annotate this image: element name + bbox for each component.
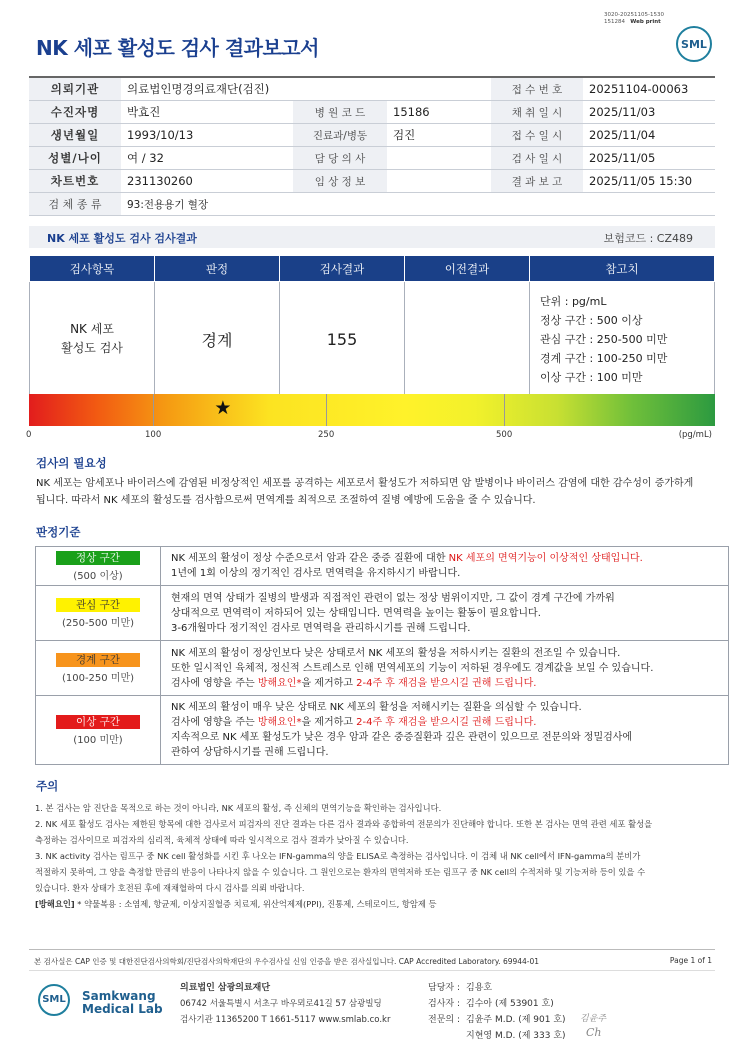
- result-header-row: [30, 256, 715, 282]
- normal-range-description: NK 세포의 활성이 정상 수준으로서 암과 같은 중증 질환에 대한 NK 세포의 면역기능이 이상적인 상태입니다. 1년에 1회 이상의 정기적인 검사로 면역력을 유지하시기 바랍니다.: [161, 547, 729, 586]
- label-clinical: 임 상 정 보: [293, 170, 387, 193]
- result-section-header: [29, 226, 715, 248]
- scale-tick-100: [153, 394, 154, 426]
- axis-label-0: 0: [26, 430, 32, 440]
- info-row: [29, 147, 715, 170]
- criteria-row-normal: [36, 547, 729, 586]
- label-collect-date: 채 취 일 시: [491, 101, 583, 124]
- criteria-row-borderline: [36, 641, 729, 696]
- value-birth: 1993/10/13: [121, 124, 293, 147]
- info-row: [29, 124, 715, 147]
- col-header-item: 검사항목: [30, 256, 155, 282]
- value-receipt-date: 2025/11/04: [583, 124, 715, 147]
- footer-divider: [29, 949, 715, 950]
- notes-list: 1. 본 검사는 암 진단을 목적으로 하는 것이 아니라, NK 세포의 활성, 즉 신체의 면역기능을 확인하는 검사입니다. 2. NK 세포 활성도 검사는 제한된 항목에 대한 검사로서 피검자의 진단 결과는 다른 검사 결과와 종합하여 전문의가 진단해야 합니다. 또한 본 검사는 면역 관련 세포 활성을 측정하는 검사이므로 피검자의 심리적, 육체적 상태에 따라 일시적으로 검사 결과가 낮아질 수 있습니다. 3. NK activity 검사는 림프구 중 NK cell 활성화를 시킨 후 나오는 IFN-gamma의 양을 ELISA로 측정하는 검사입니다. 이 검체 내 NK cell에서 IFN-gamma의 분비가 적절하지 못하여, 그 양을 측정할 만큼의 반응이 나타나지 않을 수 있습니다. 그 원인으로는 환자의 면역저하 또는 림프구 중 NK cell의 수적저하 및 기능저하 등이 있을 수 있습니다. 환자 상태가 호전된 후에 재채혈하여 다시 검사를 의뢰 바랍니다. [방해요인] * 약물복용 : 소염제, 항균제, 이상지질혈증 치료제, 위산억제제(PPI), 진통제, 스테로이드, 항암제 등: [35, 803, 653, 909]
- sml-logo: SML: [676, 26, 712, 62]
- axis-unit: (pg/mL): [678, 430, 712, 440]
- axis-label-100: 100: [145, 430, 162, 440]
- criteria-title: 판정기준: [36, 525, 81, 539]
- borderline-range-value: (100-250 미만): [61, 672, 135, 684]
- value-receipt-no: 20251104-00063: [583, 77, 715, 101]
- document-code: 3020-20251105-1530 151284 Web print: [604, 12, 664, 25]
- result-table: [29, 255, 715, 397]
- page-title: NK 세포 활성도 검사 결과보고서: [36, 36, 319, 60]
- signature-1: 김윤주: [580, 1014, 607, 1024]
- value-collect-date: 2025/11/03: [583, 101, 715, 124]
- criteria-table: [35, 546, 729, 765]
- abnormal-range-value: (100 미만): [73, 734, 123, 746]
- reference-values: 단위 : pg/mL 정상 구간 : 500 이상 관심 구간 : 250-500 미만 경계 구간 : 100-250 미만 이상 구간 : 100 미만: [530, 282, 715, 397]
- accreditation-text: 본 검사실은 CAP 인증 및 대한진단검사의학회/진단검사의학재단의 우수검사실 신임 인증을 받은 검사실입니다. CAP Accredited Laboratory. 69944-01: [34, 957, 540, 966]
- staff-row: 검사자 : 김수아 (제 53901 호): [428, 999, 554, 1009]
- value-dept: 검진: [387, 124, 491, 147]
- label-test-date: 검 사 일 시: [491, 147, 583, 170]
- col-header-reference: 참고치: [530, 256, 715, 282]
- info-row: [29, 193, 715, 216]
- result-marker-star-icon: ★: [214, 397, 232, 419]
- judgement-value: 경계: [155, 282, 280, 397]
- normal-range-value: (500 이상): [73, 570, 123, 582]
- patient-info-table: [29, 76, 715, 216]
- staff-row: 담당자 : 김용호: [428, 983, 493, 993]
- value-patient: 박효진: [121, 101, 293, 124]
- brand-name: Samkwang Medical Lab: [82, 989, 163, 1016]
- label-receipt-no: 접 수 번 호: [491, 77, 583, 101]
- scale-tick-250: [326, 394, 327, 426]
- label-doctor: 담 당 의 사: [293, 147, 387, 170]
- result-value: 155: [280, 282, 405, 397]
- page-number: Page 1 of 1: [669, 956, 712, 965]
- label-report-date: 결 과 보 고: [491, 170, 583, 193]
- col-header-result: 검사결과: [280, 256, 405, 282]
- value-institution: 의료법인명경의료재단(검진): [121, 77, 491, 101]
- attention-range-badge: 관심 구간: [56, 598, 140, 612]
- info-row: [29, 77, 715, 101]
- value-clinical: [387, 170, 491, 193]
- axis-label-250: 250: [318, 430, 335, 440]
- col-header-judgement: 판정: [155, 256, 280, 282]
- borderline-range-badge: 경계 구간: [56, 653, 140, 667]
- sml-footer-logo: SML: [38, 984, 70, 1016]
- staff-row: 전문의 : 김윤주 M.D. (제 901 호): [428, 1015, 566, 1025]
- insurance-code: 보험코드 : CZ489: [603, 232, 693, 245]
- normal-range-badge: 정상 구간: [56, 551, 140, 565]
- col-header-previous: 이전결과: [405, 256, 530, 282]
- label-institution: 의뢰기관: [29, 77, 121, 101]
- test-item: NK 세포 활성도 검사: [30, 282, 155, 397]
- label-birth: 생년월일: [29, 124, 121, 147]
- label-sex-age: 성별/나이: [29, 147, 121, 170]
- result-row: [30, 282, 715, 397]
- label-specimen: 검 체 종 류: [29, 193, 121, 216]
- signature-2: Ch: [586, 1026, 602, 1039]
- notes-title: 주의: [36, 779, 59, 793]
- footer-divider-2: [29, 970, 715, 971]
- staff-list: [428, 980, 566, 1044]
- value-specimen: 93:전용용기 혈장: [121, 193, 715, 216]
- value-chart: 231130260: [121, 170, 293, 193]
- axis-label-500: 500: [496, 430, 513, 440]
- previous-result: [405, 282, 530, 397]
- label-chart: 차트번호: [29, 170, 121, 193]
- abnormal-range-description: NK 세포의 활성이 매우 낮은 상태로 NK 세포의 활성을 저해시키는 질환을 의심할 수 있습니다. 검사에 영향을 주는 방해요인*을 제거하고 2-4주 후 재검을 받으시길 권해 드립니다. 지속적으로 NK 세포 활성도가 낮은 경우 암과 같은 중증질환과 깊은 관련이 있으므로 전문의와 정밀검사에 관하여 상담하시기를 권해 드립니다.: [161, 696, 729, 765]
- borderline-range-description: NK 세포의 활성이 정상인보다 낮은 상태로서 NK 세포의 활성을 저하시키는 질환의 전조일 수 있습니다. 또한 일시적인 육체적, 정신적 스트레스로 인해 면역세포의 기능이 저하된 경우에도 경계값을 보일 수 있습니다. 검사에 영향을 주는 방해요인*을 제거하고 2-4주 후 재검을 받으시길 권해 드립니다.: [161, 641, 729, 696]
- value-doctor: [387, 147, 491, 170]
- value-report-date: 2025/11/05 15:30: [583, 170, 715, 193]
- label-receipt-date: 접 수 일 시: [491, 124, 583, 147]
- label-hospital-code: 병 원 코 드: [293, 101, 387, 124]
- value-test-date: 2025/11/05: [583, 147, 715, 170]
- abnormal-range-badge: 이상 구간: [56, 715, 140, 729]
- value-sex-age: 여 / 32: [121, 147, 293, 170]
- criteria-row-abnormal: [36, 696, 729, 765]
- activity-scale-bar: [29, 394, 715, 426]
- section-title: NK 세포 활성도 검사 검사결과: [47, 232, 197, 245]
- value-hospital-code: 15186: [387, 101, 491, 124]
- scale-tick-500: [504, 394, 505, 426]
- label-dept: 진료과/병동: [293, 124, 387, 147]
- label-patient: 수진자명: [29, 101, 121, 124]
- necessity-text: NK 세포는 암세포나 바이러스에 감염된 비정상적인 세포를 공격하는 세포로서 활성도가 저하되면 암 발병이나 바이러스 감염에 대한 감수성이 증가하게 됩니다. 따라서 NK 세포의 활성도를 검사함으로써 면역계를 최적으로 조절하여 질병 예방에 도움을 줄 수 있습니다.: [36, 478, 694, 506]
- necessity-title: 검사의 필요성: [36, 456, 107, 470]
- criteria-row-attention: [36, 586, 729, 641]
- info-row: [29, 101, 715, 124]
- attention-range-description: 현재의 면역 상태가 질병의 발생과 직접적인 관련이 없는 정상 범위이지만, 그 값이 경계 구간에 가까워 상대적으로 면역력이 저하되어 있는 상태입니다. 면역력을 높이는 활동이 필요합니다. 3-6개월마다 정기적인 검사로 면역력을 관리하시기를 권해 드립니다.: [161, 586, 729, 641]
- attention-range-value: (250-500 미만): [61, 617, 135, 629]
- org-address: 의료법인 삼광의료재단 06742 서울특별시 서초구 바우뫼로41길 57 삼광빌딩 검사기관 11365200 T 1661-5117 www.smlab.co.kr: [180, 983, 391, 1025]
- info-row: [29, 170, 715, 193]
- staff-row: 지현영 M.D. (제 333 호): [466, 1031, 566, 1041]
